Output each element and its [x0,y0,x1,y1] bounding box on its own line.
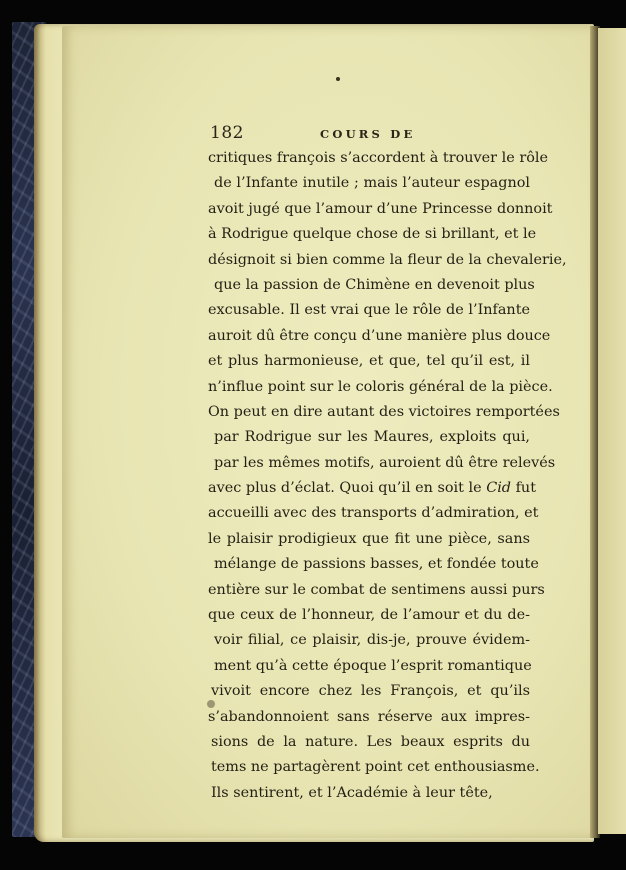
text-line: On peut en dire autant des victoires remportées [208,403,560,420]
text-line: entière sur le combat de sentimens aussi purs [208,581,545,598]
text-line: et plus harmonieuse, et que, tel qu’il est, il [208,353,530,370]
text-line: mélange de passions basses, et fondée toute [214,556,539,573]
text-line: s’abandonnoient sans réserve aux impres- [208,708,530,725]
italic-title: Cid [486,480,512,497]
text-line: excusable. Il est vrai que le rôle de l’Infante [208,302,530,319]
text-segment: avec plus d’éclat. Quoi qu’il en soit le [208,480,482,497]
text-line: que la passion de Chimène en devenoit plus [214,276,535,293]
page-number: 182 [210,123,244,143]
text-line: par les mêmes motifs, auroient dû être relevés [214,454,556,471]
text-line: le plaisir prodigieux que fit une pièce, sans [208,530,530,547]
text-line: critiques françois s’accordent à trouver le rôle [208,150,548,166]
text-line: tems ne partagèrent point cet enthousiasme. [211,759,540,776]
text-line: sions de la nature. Les beaux esprits du [211,733,530,750]
text-line: Ils sentirent, et l’Académie à leur tête, [211,784,493,801]
text-line: accueilli avec des transports d’admiration, et [208,505,539,522]
text-line: désignoit si bien comme la fleur de la chevalerie, [208,251,567,268]
text-line: n’influe point sur le coloris général de la pièce. [208,378,553,395]
text-line: vivoit encore chez les François, et qu’ils [211,683,530,700]
facing-page-edge [598,28,626,834]
running-head [210,123,530,145]
text-line: voir filial, ce plaisir, dis-je, prouve évidem- [214,632,530,649]
text-line: auroit dû être conçu d’une manière plus douce [208,327,551,344]
text-line: de l’Infante inutile ; mais l’auteur espagnol [214,175,530,192]
text-line: que ceux de l’honneur, de l’amour et du de- [208,607,530,624]
text-line: avoit jugé que l’amour d’une Princesse donnoit [208,200,553,217]
text-line-with-italic [208,476,536,501]
ink-dot [336,77,340,81]
text-line: ment qu’à cette époque l’esprit romantique [214,657,532,674]
body-text [208,146,567,806]
text-line: par Rodrigue sur les Maures, exploits qui, [214,429,530,446]
text-segment: fut [515,480,536,497]
running-title: COURS DE [320,127,416,141]
text-line: à Rodrigue quelque chose de si brillant, et le [208,226,537,243]
